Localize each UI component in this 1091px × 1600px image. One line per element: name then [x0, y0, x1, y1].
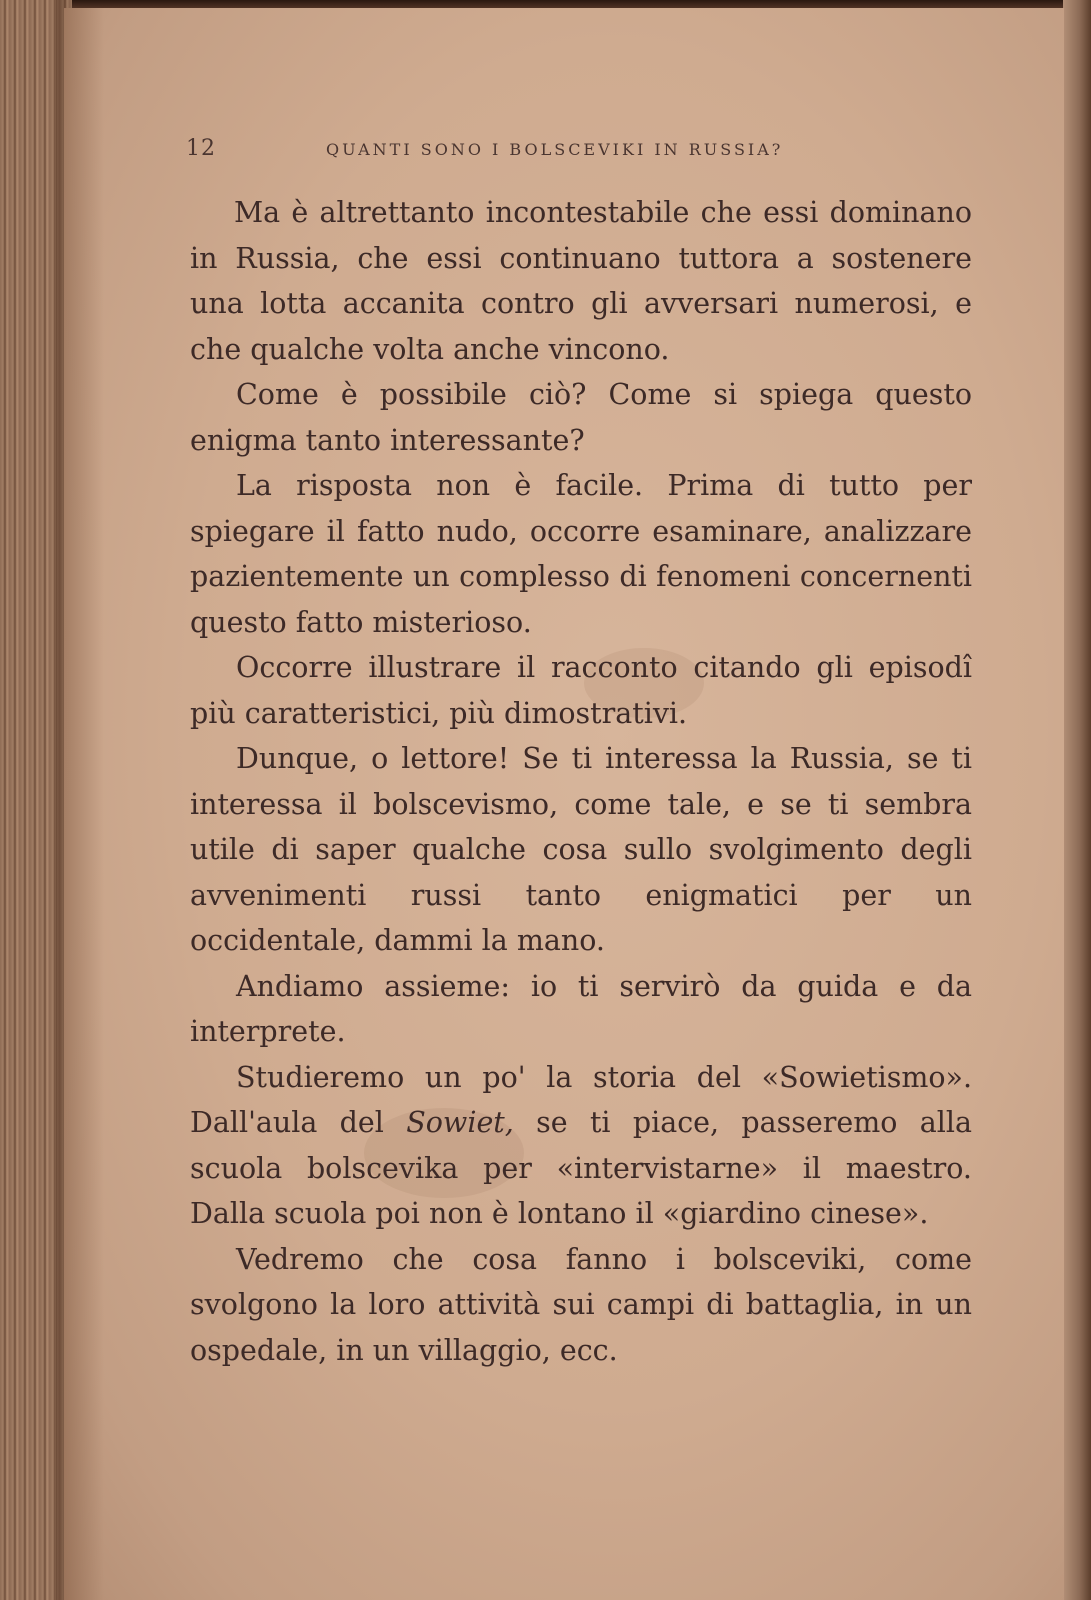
paragraph: Ma è altrettanto incontestabile che essi dominano in Russia, che essi continuano tuttora a sostenere una lotta accanita contro gli avversari numerosi, e che qualche volta anche vincono. — [190, 196, 972, 366]
paragraph: Come è possibile ciò? Come si spiega questo enigma tanto interessante? — [190, 378, 972, 457]
paragraph: Dunque, o lettore! Se ti interessa la Russia, se ti interessa il bolscevismo, come tale, e se ti sembra utile di saper qualche cosa sullo svolgimento degli avvenimenti russi tanto enigmatici per un occidentale, dammi la mano. — [190, 742, 972, 957]
page-number: 12 — [186, 136, 216, 161]
paragraph-text: se ti piace, passeremo alla scuola bolscevika per «intervistarne» il maestro. Dalla scuola poi non è lontano il «giardino cinese». — [190, 1106, 973, 1230]
paragraph: Vedremo che cosa fanno i bolsceviki, come svolgono la loro attività sui campi di battaglia, in un ospedale, in un villaggio, ecc. — [190, 1242, 972, 1367]
italic-term: Sowiet, — [406, 1106, 514, 1139]
book-fore-edge — [1063, 0, 1091, 1600]
running-title: QUANTI SONO I BOLSCEVIKI IN RUSSIA? — [326, 140, 784, 159]
paragraph: Andiamo assieme: io ti servirò da guida e da interprete. — [190, 969, 972, 1048]
paragraph: La risposta non è facile. Prima di tutto per spiegare il fatto nudo, occorre esaminare, analizzare pazientemente un complesso di fenomeni concernenti questo fatto misterioso. — [190, 469, 972, 639]
book-spine-edge — [0, 0, 72, 1600]
paper-page — [64, 8, 1064, 1600]
paragraph-text: Studieremo un po' la storia del «Sowietismo». Dall'aula del — [190, 1060, 972, 1139]
paragraph — [190, 1055, 972, 1237]
body-text — [190, 190, 972, 1373]
paragraph: Occorre illustrare il racconto citando gli episodî più caratteristici, più dimostrativi. — [190, 651, 972, 730]
page-header — [186, 136, 906, 166]
